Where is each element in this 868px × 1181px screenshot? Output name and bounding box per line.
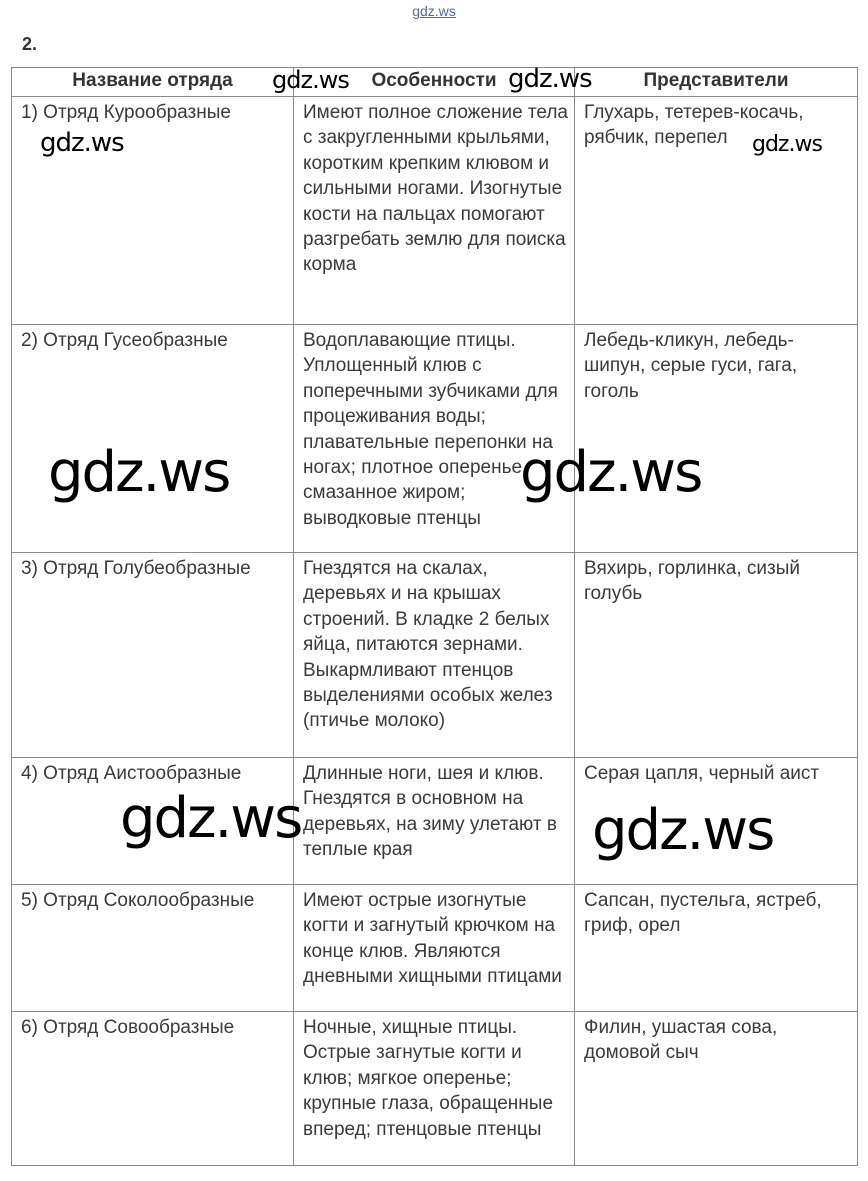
features-cell: Длинные ноги, шея и клюв. Гнездятся в основном на деревьях, на зиму улетают в теплые края (294, 758, 575, 885)
header-link[interactable]: gdz.ws (412, 3, 456, 19)
representatives-cell: Вяхирь, горлинка, сизый голубь (575, 553, 858, 758)
column-header-representatives: Представители (575, 68, 858, 97)
watermark: gdz.ws (520, 440, 702, 505)
watermark: gdz.ws (40, 128, 124, 158)
order-cell: 2) Отряд Гусеобразные (12, 325, 294, 553)
features-cell: Имеют полное сложение тела с закругленными крыльями, коротким крепким клювом и сильными ногами. Изогнутые кости на пальцах помогают разгребать землю для поиска корма (294, 97, 575, 325)
order-cell: 6) Отряд Совообразные (12, 1012, 294, 1166)
representatives-cell: Сапсан, пустельга, ястреб, гриф, орел (575, 885, 858, 1012)
column-header-order: Название отряда (12, 68, 294, 97)
representatives-cell: Глухарь, тетерев-косачь, рябчик, перепел (575, 97, 858, 325)
features-cell: Имеют острые изогнутые когти и загнутый крючком на конце клюв. Являются дневными хищными птицами (294, 885, 575, 1012)
table-header-row (12, 68, 858, 97)
watermark: gdz.ws (508, 64, 592, 94)
order-cell: 3) Отряд Голубеобразные (12, 553, 294, 758)
features-cell: Ночные, хищные птицы. Острые загнутые когти и клюв; мягкое оперенье; крупные глаза, обращенные вперед; птенцовые птенцы (294, 1012, 575, 1166)
watermark: gdz.ws (272, 66, 349, 94)
watermark: gdz.ws (592, 798, 774, 863)
representatives-cell: Серая цапля, черный аист (575, 758, 858, 885)
watermark: gdz.ws (48, 440, 230, 505)
table-row (12, 885, 858, 1012)
table-row (12, 97, 858, 325)
task-number: 2. (22, 34, 38, 54)
features-cell: Водоплавающие птицы. Уплощенный клюв с поперечными зубчиками для процеживания воды; плавательные перепонки на ногах; плотное оперенье, смазанное жиром; выводковые птенцы (294, 325, 575, 553)
watermark: gdz.ws (120, 786, 302, 851)
representatives-cell: Филин, ушастая сова, домовой сыч (575, 1012, 858, 1166)
table-row (12, 1012, 858, 1166)
order-cell: 1) Отряд Курообразные (12, 97, 294, 325)
table-row (12, 553, 858, 758)
birds-orders-table (11, 67, 858, 1166)
column-header-features: Особенности (294, 68, 575, 97)
watermark: gdz.ws (752, 132, 822, 157)
order-cell: 5) Отряд Соколообразные (12, 885, 294, 1012)
table-row (12, 325, 858, 553)
features-cell: Гнездятся на скалах, деревьях и на крышах строений. В кладке 2 белых яйца, питаются зернами. Выкармливают птенцов выделениями особых желез (птичье молоко) (294, 553, 575, 758)
representatives-cell: Лебедь-кликун, лебедь-шипун, серые гуси, гага, гоголь (575, 325, 858, 553)
order-cell: 4) Отряд Аистообразные (12, 758, 294, 885)
